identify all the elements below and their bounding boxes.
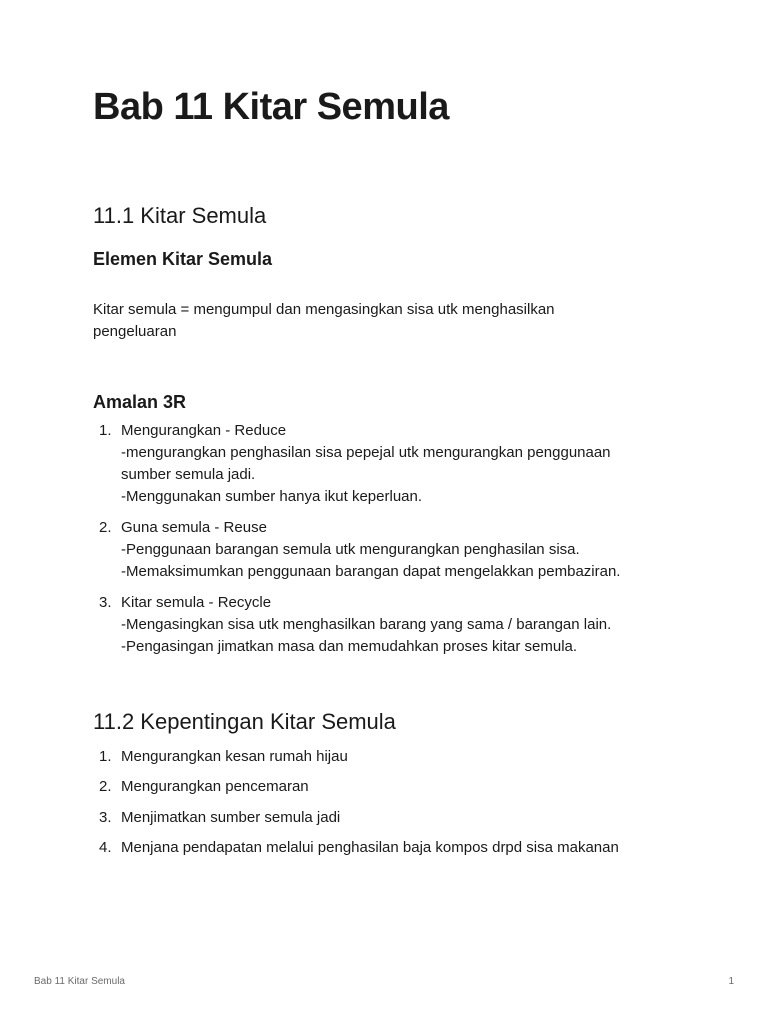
subheading-amalan-3r: Amalan 3R: [93, 392, 187, 412]
list-number: 3.: [99, 809, 112, 826]
list-item: [93, 592, 620, 658]
definition-paragraph: [93, 299, 555, 343]
list-item-line: Mengurangkan - Reduce: [121, 422, 287, 439]
kepentingan-list: [93, 746, 619, 859]
list-item-line: -Mengasingkan sisa utk menghasilkan barang yang sama / barangan lain.: [121, 616, 612, 633]
list-item-text: Mengurangkan pencemaran: [121, 778, 309, 795]
list-item-line: -Memaksimumkan penggunaan barangan dapat mengelakkan pembaziran.: [121, 563, 621, 580]
footer-document-title: Bab 11 Kitar Semula: [34, 976, 125, 987]
list-item-line: sumber semula jadi.: [121, 466, 256, 483]
list-item: [93, 776, 619, 798]
list-item-text: Menjimatkan sumber semula jadi: [121, 809, 341, 826]
list-item-line: Kitar semula - Recycle: [121, 594, 272, 611]
page-title: Bab 11 Kitar Semula: [93, 86, 449, 128]
list-number: 1.: [99, 422, 112, 439]
list-item-line: -Menggunakan sumber hanya ikut keperluan.: [121, 488, 423, 505]
list-item-line: -Penggunaan barangan semula utk mengurangkan penghasilan sisa.: [121, 541, 580, 558]
amalan-3r-list: [93, 420, 620, 658]
list-number: 4.: [99, 839, 112, 856]
list-number: 1.: [99, 748, 112, 765]
list-item-line: -mengurangkan penghasilan sisa pepejal utk mengurangkan penggunaan: [121, 444, 611, 461]
subheading-elemen: Elemen Kitar Semula: [93, 249, 273, 269]
definition-line-2: pengeluaran: [93, 323, 177, 340]
list-item-text: Menjana pendapatan melalui penghasilan baja kompos drpd sisa makanan: [121, 839, 619, 856]
list-item: [93, 420, 620, 508]
footer-page-number: 1: [728, 976, 734, 987]
list-item: [93, 807, 619, 829]
list-item: [93, 517, 620, 583]
list-item-text: Mengurangkan kesan rumah hijau: [121, 748, 348, 765]
section-heading-11-2: 11.2 Kepentingan Kitar Semula: [93, 709, 396, 734]
list-item-line: Guna semula - Reuse: [121, 519, 267, 536]
list-item-line: -Pengasingan jimatkan masa dan memudahkan proses kitar semula.: [121, 638, 578, 655]
definition-line-1: Kitar semula = mengumpul dan mengasingkan sisa utk menghasilkan: [93, 301, 555, 318]
list-item: [93, 837, 619, 859]
list-number: 3.: [99, 594, 112, 611]
section-heading-11-1: 11.1 Kitar Semula: [93, 203, 267, 228]
list-item: [93, 746, 619, 768]
list-number: 2.: [99, 519, 112, 536]
list-number: 2.: [99, 778, 112, 795]
